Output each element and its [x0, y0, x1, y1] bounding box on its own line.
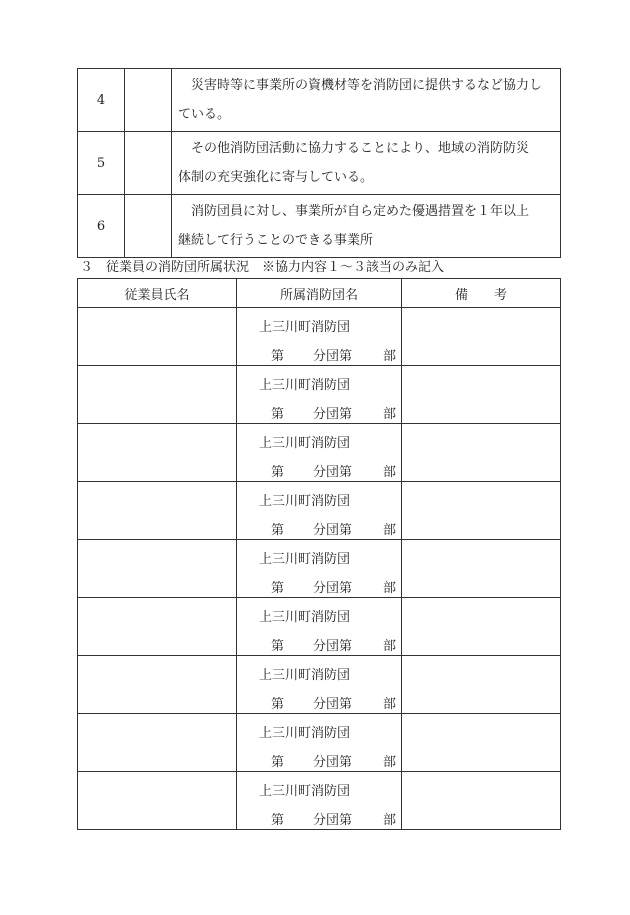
unit-detail — [271, 403, 401, 422]
unit-dai: 第 — [271, 639, 285, 654]
table-row — [78, 656, 561, 714]
item-text-line: その他消防団活動に協力することにより、地域の消防防災 — [191, 141, 530, 156]
unit-prefix: 上三川町消防団 — [259, 436, 351, 451]
item-text-line: 消防団員に対し、事業所が自ら定めた優遇措置を１年以上 — [191, 204, 530, 219]
unit-bundan: 分団第 — [313, 465, 353, 480]
fire-unit-cell[interactable] — [237, 598, 402, 656]
item-text-line: 体制の充実強化に寄与している。 — [178, 170, 374, 185]
table-row — [78, 366, 561, 424]
fire-unit-cell[interactable] — [237, 540, 402, 598]
remarks-cell[interactable] — [402, 308, 561, 366]
remarks-cell[interactable] — [402, 772, 561, 830]
unit-bundan: 分団第 — [313, 581, 353, 596]
item-description — [172, 195, 561, 258]
unit-bundan: 分団第 — [313, 755, 353, 770]
table-row — [78, 714, 561, 772]
unit-bundan: 分団第 — [313, 639, 353, 654]
unit-bu: 部 — [383, 755, 397, 770]
employee-name-cell[interactable] — [78, 714, 237, 772]
item-number: 4 — [78, 69, 125, 132]
unit-bu: 部 — [383, 523, 397, 538]
fire-unit-cell[interactable] — [237, 366, 402, 424]
table-row — [78, 69, 561, 132]
unit-detail — [271, 693, 401, 712]
item-description — [172, 132, 561, 195]
unit-prefix: 上三川町消防団 — [259, 494, 351, 509]
employee-name-cell[interactable] — [78, 308, 237, 366]
employee-name-cell[interactable] — [78, 540, 237, 598]
remarks-cell[interactable] — [402, 598, 561, 656]
unit-bundan: 分団第 — [313, 407, 353, 422]
unit-bu: 部 — [383, 465, 397, 480]
table-row — [78, 424, 561, 482]
table-row — [78, 132, 561, 195]
unit-dai: 第 — [271, 755, 285, 770]
employee-name-cell[interactable] — [78, 482, 237, 540]
unit-prefix: 上三川町消防団 — [259, 320, 351, 335]
header-remarks: 備 考 — [402, 279, 561, 308]
cooperation-table — [77, 68, 561, 258]
table-row — [78, 598, 561, 656]
unit-bu: 部 — [383, 349, 397, 364]
unit-bu: 部 — [383, 581, 397, 596]
item-number: 6 — [78, 195, 125, 258]
header-fire-unit: 所属消防団名 — [237, 279, 402, 308]
item-text-line: 災害時等に事業所の資機材等を消防団に提供するなど協力し — [191, 78, 543, 93]
employee-name-cell[interactable] — [78, 424, 237, 482]
unit-dai: 第 — [271, 407, 285, 422]
item-description — [172, 69, 561, 132]
unit-prefix: 上三川町消防団 — [259, 552, 351, 567]
unit-dai: 第 — [271, 813, 285, 828]
unit-bu: 部 — [383, 639, 397, 654]
unit-dai: 第 — [271, 349, 285, 364]
fire-unit-cell[interactable] — [237, 656, 402, 714]
unit-bu: 部 — [383, 813, 397, 828]
check-cell[interactable] — [125, 132, 172, 195]
remarks-cell[interactable] — [402, 482, 561, 540]
unit-prefix: 上三川町消防団 — [259, 610, 351, 625]
check-cell[interactable] — [125, 69, 172, 132]
header-employee-name: 従業員氏名 — [78, 279, 237, 308]
remarks-cell[interactable] — [402, 540, 561, 598]
unit-bundan: 分団第 — [313, 697, 353, 712]
table-row — [78, 540, 561, 598]
employee-name-cell[interactable] — [78, 656, 237, 714]
unit-prefix: 上三川町消防団 — [259, 726, 351, 741]
unit-bundan: 分団第 — [313, 523, 353, 538]
unit-detail — [271, 577, 401, 596]
unit-detail — [271, 635, 401, 654]
check-cell[interactable] — [125, 195, 172, 258]
fire-unit-cell[interactable] — [237, 308, 402, 366]
unit-detail — [271, 519, 401, 538]
table-row — [78, 195, 561, 258]
fire-unit-cell[interactable] — [237, 772, 402, 830]
table-row — [78, 482, 561, 540]
item-text-line: ている。 — [178, 107, 231, 122]
unit-dai: 第 — [271, 465, 285, 480]
unit-bu: 部 — [383, 407, 397, 422]
remarks-cell[interactable] — [402, 366, 561, 424]
section-heading: ３ 従業員の消防団所属状況 ※協力内容１～３該当のみ記入 — [80, 260, 445, 275]
employee-name-cell[interactable] — [78, 598, 237, 656]
unit-bu: 部 — [383, 697, 397, 712]
unit-detail — [271, 809, 401, 828]
unit-prefix: 上三川町消防団 — [259, 378, 351, 393]
employee-name-cell[interactable] — [78, 772, 237, 830]
employee-table — [77, 278, 561, 830]
table-header-row — [78, 279, 561, 308]
unit-dai: 第 — [271, 523, 285, 538]
table-row — [78, 308, 561, 366]
unit-dai: 第 — [271, 697, 285, 712]
unit-detail — [271, 461, 401, 480]
fire-unit-cell[interactable] — [237, 482, 402, 540]
unit-dai: 第 — [271, 581, 285, 596]
employee-name-cell[interactable] — [78, 366, 237, 424]
unit-bundan: 分団第 — [313, 349, 353, 364]
remarks-cell[interactable] — [402, 656, 561, 714]
unit-prefix: 上三川町消防団 — [259, 784, 351, 799]
remarks-cell[interactable] — [402, 424, 561, 482]
remarks-cell[interactable] — [402, 714, 561, 772]
fire-unit-cell[interactable] — [237, 424, 402, 482]
unit-detail — [271, 345, 401, 364]
unit-bundan: 分団第 — [313, 813, 353, 828]
unit-detail — [271, 751, 401, 770]
table-row — [78, 772, 561, 830]
item-number: 5 — [78, 132, 125, 195]
fire-unit-cell[interactable] — [237, 714, 402, 772]
item-text-line: 継続して行うことのできる事業所 — [178, 233, 374, 248]
unit-prefix: 上三川町消防団 — [259, 668, 351, 683]
